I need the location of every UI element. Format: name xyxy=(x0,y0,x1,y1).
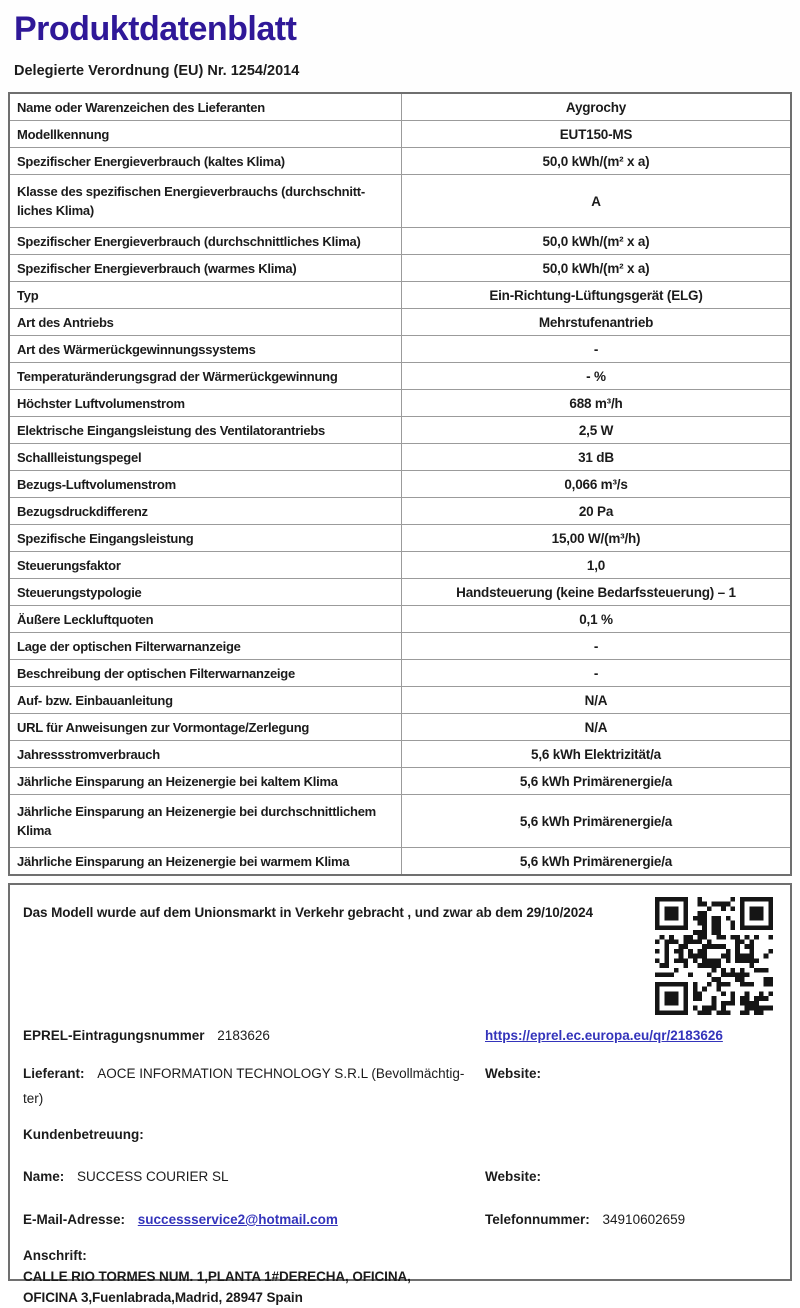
spec-value: 20 Pa xyxy=(578,503,614,519)
spec-label: Elektrische Eingangsleistung des Ventilatorantriebs xyxy=(10,417,402,443)
spec-value: Mehrstufenantrieb xyxy=(538,314,654,330)
spec-value: N/A xyxy=(584,719,608,735)
spec-label: Name oder Warenzeichen des Lieferanten xyxy=(10,94,402,120)
spec-value: - xyxy=(593,341,599,357)
table-row xyxy=(10,847,790,874)
spec-value: 1,0 xyxy=(586,557,606,573)
spec-label: Typ xyxy=(10,282,402,308)
spec-value: 15,00 W/(m³/h) xyxy=(551,530,641,546)
spec-value: 5,6 kWh Elektrizität/a xyxy=(531,746,661,762)
market-row xyxy=(23,897,778,1015)
spec-label: Steuerungsfaktor xyxy=(10,552,402,578)
spec-label: Temperaturänderungsgrad der Wärmerückgewinnung xyxy=(10,363,402,389)
email-row xyxy=(23,1207,778,1232)
eprel-label: EPREL-Eintragungsnummer xyxy=(23,1028,205,1043)
email-label: E-Mail-Adresse: xyxy=(23,1212,126,1227)
spec-value: Aygrochy xyxy=(565,99,627,115)
address-line-1: CALLE RIO TORMES NUM. 1,PLANTA 1#DERECHA, OFICINA, xyxy=(23,1269,411,1284)
spec-label: Jährliche Einsparung an Heizenergie bei warmem Klima xyxy=(10,848,402,874)
supplier-label: Lieferant: xyxy=(23,1066,85,1081)
table-row xyxy=(10,443,790,470)
spec-value: 5,6 kWh Primärenergie/a xyxy=(519,853,673,869)
table-row xyxy=(10,713,790,740)
spec-label: Schallleistungspegel xyxy=(10,444,402,470)
table-row xyxy=(10,281,790,308)
table-row xyxy=(10,551,790,578)
phone-value: 34910602659 xyxy=(602,1212,686,1227)
spec-value: 5,6 kWh Primärenergie/a xyxy=(519,773,673,789)
spec-value: 5,6 kWh Primärenergie/a xyxy=(519,813,673,829)
market-statement: Das Modell wurde auf dem Unionsmarkt in Verkehr gebracht , und zwar ab dem 29/10/2024 xyxy=(23,905,593,920)
name-value: SUCCESS COURIER SL xyxy=(77,1169,229,1184)
address-line-2: OFICINA 3,Fuenlabrada,Madrid, 28947 Spain xyxy=(23,1290,303,1305)
spec-value: - xyxy=(593,665,599,681)
spec-label: Beschreibung der optischen Filterwarnanzeige xyxy=(10,660,402,686)
eprel-row xyxy=(23,1023,778,1048)
customer-care-row xyxy=(23,1122,778,1147)
table-row xyxy=(10,147,790,174)
address-block xyxy=(23,1246,778,1308)
spec-label: Art des Antriebs xyxy=(10,309,402,335)
regulation-subtitle: Delegierte Verordnung (EU) Nr. 1254/2014 xyxy=(14,63,300,79)
table-row xyxy=(10,470,790,497)
spec-label: URL für Anweisungen zur Vormontage/Zerlegung xyxy=(10,714,402,740)
email-link[interactable]: successservice2@hotmail.com xyxy=(137,1212,338,1227)
table-row xyxy=(10,94,790,120)
spec-label: Bezugs-Luftvolumenstrom xyxy=(10,471,402,497)
name-row xyxy=(23,1164,778,1189)
spec-label: Modellkennung xyxy=(10,121,402,147)
spec-label: Lage der optischen Filterwarnanzeige xyxy=(10,633,402,659)
table-row xyxy=(10,740,790,767)
table-row xyxy=(10,389,790,416)
spec-label: Bezugsdruckdifferenz xyxy=(10,498,402,524)
spec-value: A xyxy=(591,193,601,209)
spec-table xyxy=(8,92,792,876)
spec-value: N/A xyxy=(584,692,608,708)
spec-label: Spezifischer Energieverbrauch (durchschnittliches Klima) xyxy=(10,228,402,254)
qr-code-icon xyxy=(652,897,776,1015)
spec-label: Steuerungstypologie xyxy=(10,579,402,605)
spec-label: Klasse des spezifischen Energieverbrauchs (durchschnittliches Klima) xyxy=(10,175,402,227)
spec-value: - % xyxy=(586,368,606,384)
table-row xyxy=(10,120,790,147)
table-row xyxy=(10,362,790,389)
spec-label: Spezifischer Energieverbrauch (warmes Klima) xyxy=(10,255,402,281)
spec-label: Äußere Leckluftquoten xyxy=(10,606,402,632)
table-row xyxy=(10,767,790,794)
table-row xyxy=(10,416,790,443)
spec-label: Spezifische Eingangsleistung xyxy=(10,525,402,551)
address-heading: Anschrift: xyxy=(23,1248,87,1263)
table-row xyxy=(10,254,790,281)
table-row xyxy=(10,605,790,632)
table-row xyxy=(10,227,790,254)
name-label: Name: xyxy=(23,1169,65,1184)
customer-care-heading: Kundenbetreuung: xyxy=(23,1127,144,1142)
spec-label: Jahressstromverbrauch xyxy=(10,741,402,767)
table-row xyxy=(10,497,790,524)
spec-label: Jährliche Einsparung an Heizenergie bei durchschnittlichem Klima xyxy=(10,795,402,847)
spec-value: Handsteuerung (keine Bedarfssteuerung) – 1 xyxy=(456,584,736,600)
table-row xyxy=(10,632,790,659)
spec-value: 50,0 kWh/(m² x a) xyxy=(542,260,650,276)
spec-label: Auf- bzw. Einbauanleitung xyxy=(10,687,402,713)
spec-value: Ein-Richtung-Lüftungsgerät (ELG) xyxy=(489,287,703,303)
spec-value: 50,0 kWh/(m² x a) xyxy=(542,233,650,249)
table-row xyxy=(10,174,790,227)
table-row xyxy=(10,335,790,362)
eprel-link[interactable]: https://eprel.ec.europa.eu/qr/2183626 xyxy=(485,1028,723,1043)
phone-label: Telefonnummer: xyxy=(485,1212,590,1227)
supplier-row xyxy=(23,1061,778,1111)
footer-box xyxy=(8,883,792,1305)
supplier-value: AOCE INFORMATION TECHNOLOGY S.R.L (Bevollmächtigter) xyxy=(23,1066,465,1106)
spec-label: Jährliche Einsparung an Heizenergie bei kaltem Klima xyxy=(10,768,402,794)
table-row xyxy=(10,308,790,335)
table-row xyxy=(10,686,790,713)
spec-label: Höchster Luftvolumenstrom xyxy=(10,390,402,416)
spec-value: 2,5 W xyxy=(578,422,614,438)
spec-value: 0,1 % xyxy=(579,611,613,627)
spec-value: EUT150-MS xyxy=(559,126,633,142)
spec-label: Art des Wärmerückgewinnungssystems xyxy=(10,336,402,362)
table-row xyxy=(10,578,790,605)
spec-value: 50,0 kWh/(m² x a) xyxy=(542,153,650,169)
table-row xyxy=(10,659,790,686)
website-label: Website: xyxy=(485,1066,542,1081)
table-row xyxy=(10,524,790,551)
spec-value: - xyxy=(593,638,599,654)
page-title: Produktdatenblatt xyxy=(14,10,297,48)
spec-label: Spezifischer Energieverbrauch (kaltes Klima) xyxy=(10,148,402,174)
website-label: Website: xyxy=(485,1169,542,1184)
table-row xyxy=(10,794,790,847)
spec-value: 688 m³/h xyxy=(569,395,623,411)
spec-value: 0,066 m³/s xyxy=(564,476,628,492)
spec-value: 31 dB xyxy=(578,449,614,465)
eprel-number: 2183626 xyxy=(217,1028,270,1043)
